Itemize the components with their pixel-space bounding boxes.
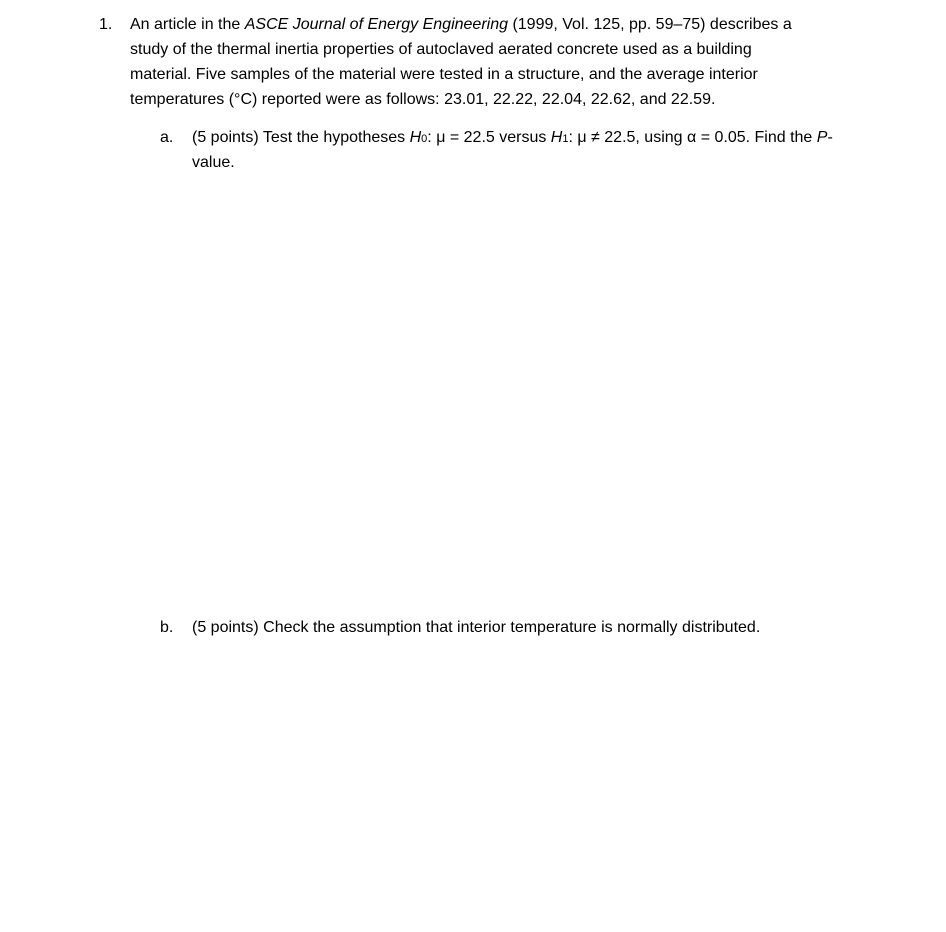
part-b-line-1: (5 points) Check the assumption that interior temperature is normally distributed. <box>192 619 761 636</box>
part-b-text <box>192 616 880 640</box>
problem-number: 1. <box>99 16 113 33</box>
problem-1 <box>99 12 859 112</box>
part-b-letter: b. <box>160 619 174 636</box>
problem-line-2: study of the thermal inertia properties of autoclaved aerated concrete used as a building <box>130 41 752 58</box>
part-b <box>160 616 880 640</box>
problem-line-1: An article in the ASCE Journal of Energy Engineering (1999, Vol. 125, pp. 59–75) describes a <box>130 16 792 33</box>
part-a-text <box>192 126 880 175</box>
part-a-line-1: (5 points) Test the hypotheses H0: μ = 22.5 versus H1: μ ≠ 22.5, using α = 0.05. Find the P- <box>192 129 833 146</box>
part-a-letter: a. <box>160 129 174 146</box>
problem-line-4: temperatures (°C) reported were as follows: 23.01, 22.22, 22.04, 22.62, and 22.59. <box>130 91 716 108</box>
problem-line-3: material. Five samples of the material were tested in a structure, and the average interior <box>130 66 758 83</box>
part-a-line-2: value. <box>192 154 235 171</box>
part-a <box>160 126 880 175</box>
journal-title: ASCE Journal of Energy Engineering <box>244 16 508 33</box>
problem-statement <box>130 12 859 112</box>
